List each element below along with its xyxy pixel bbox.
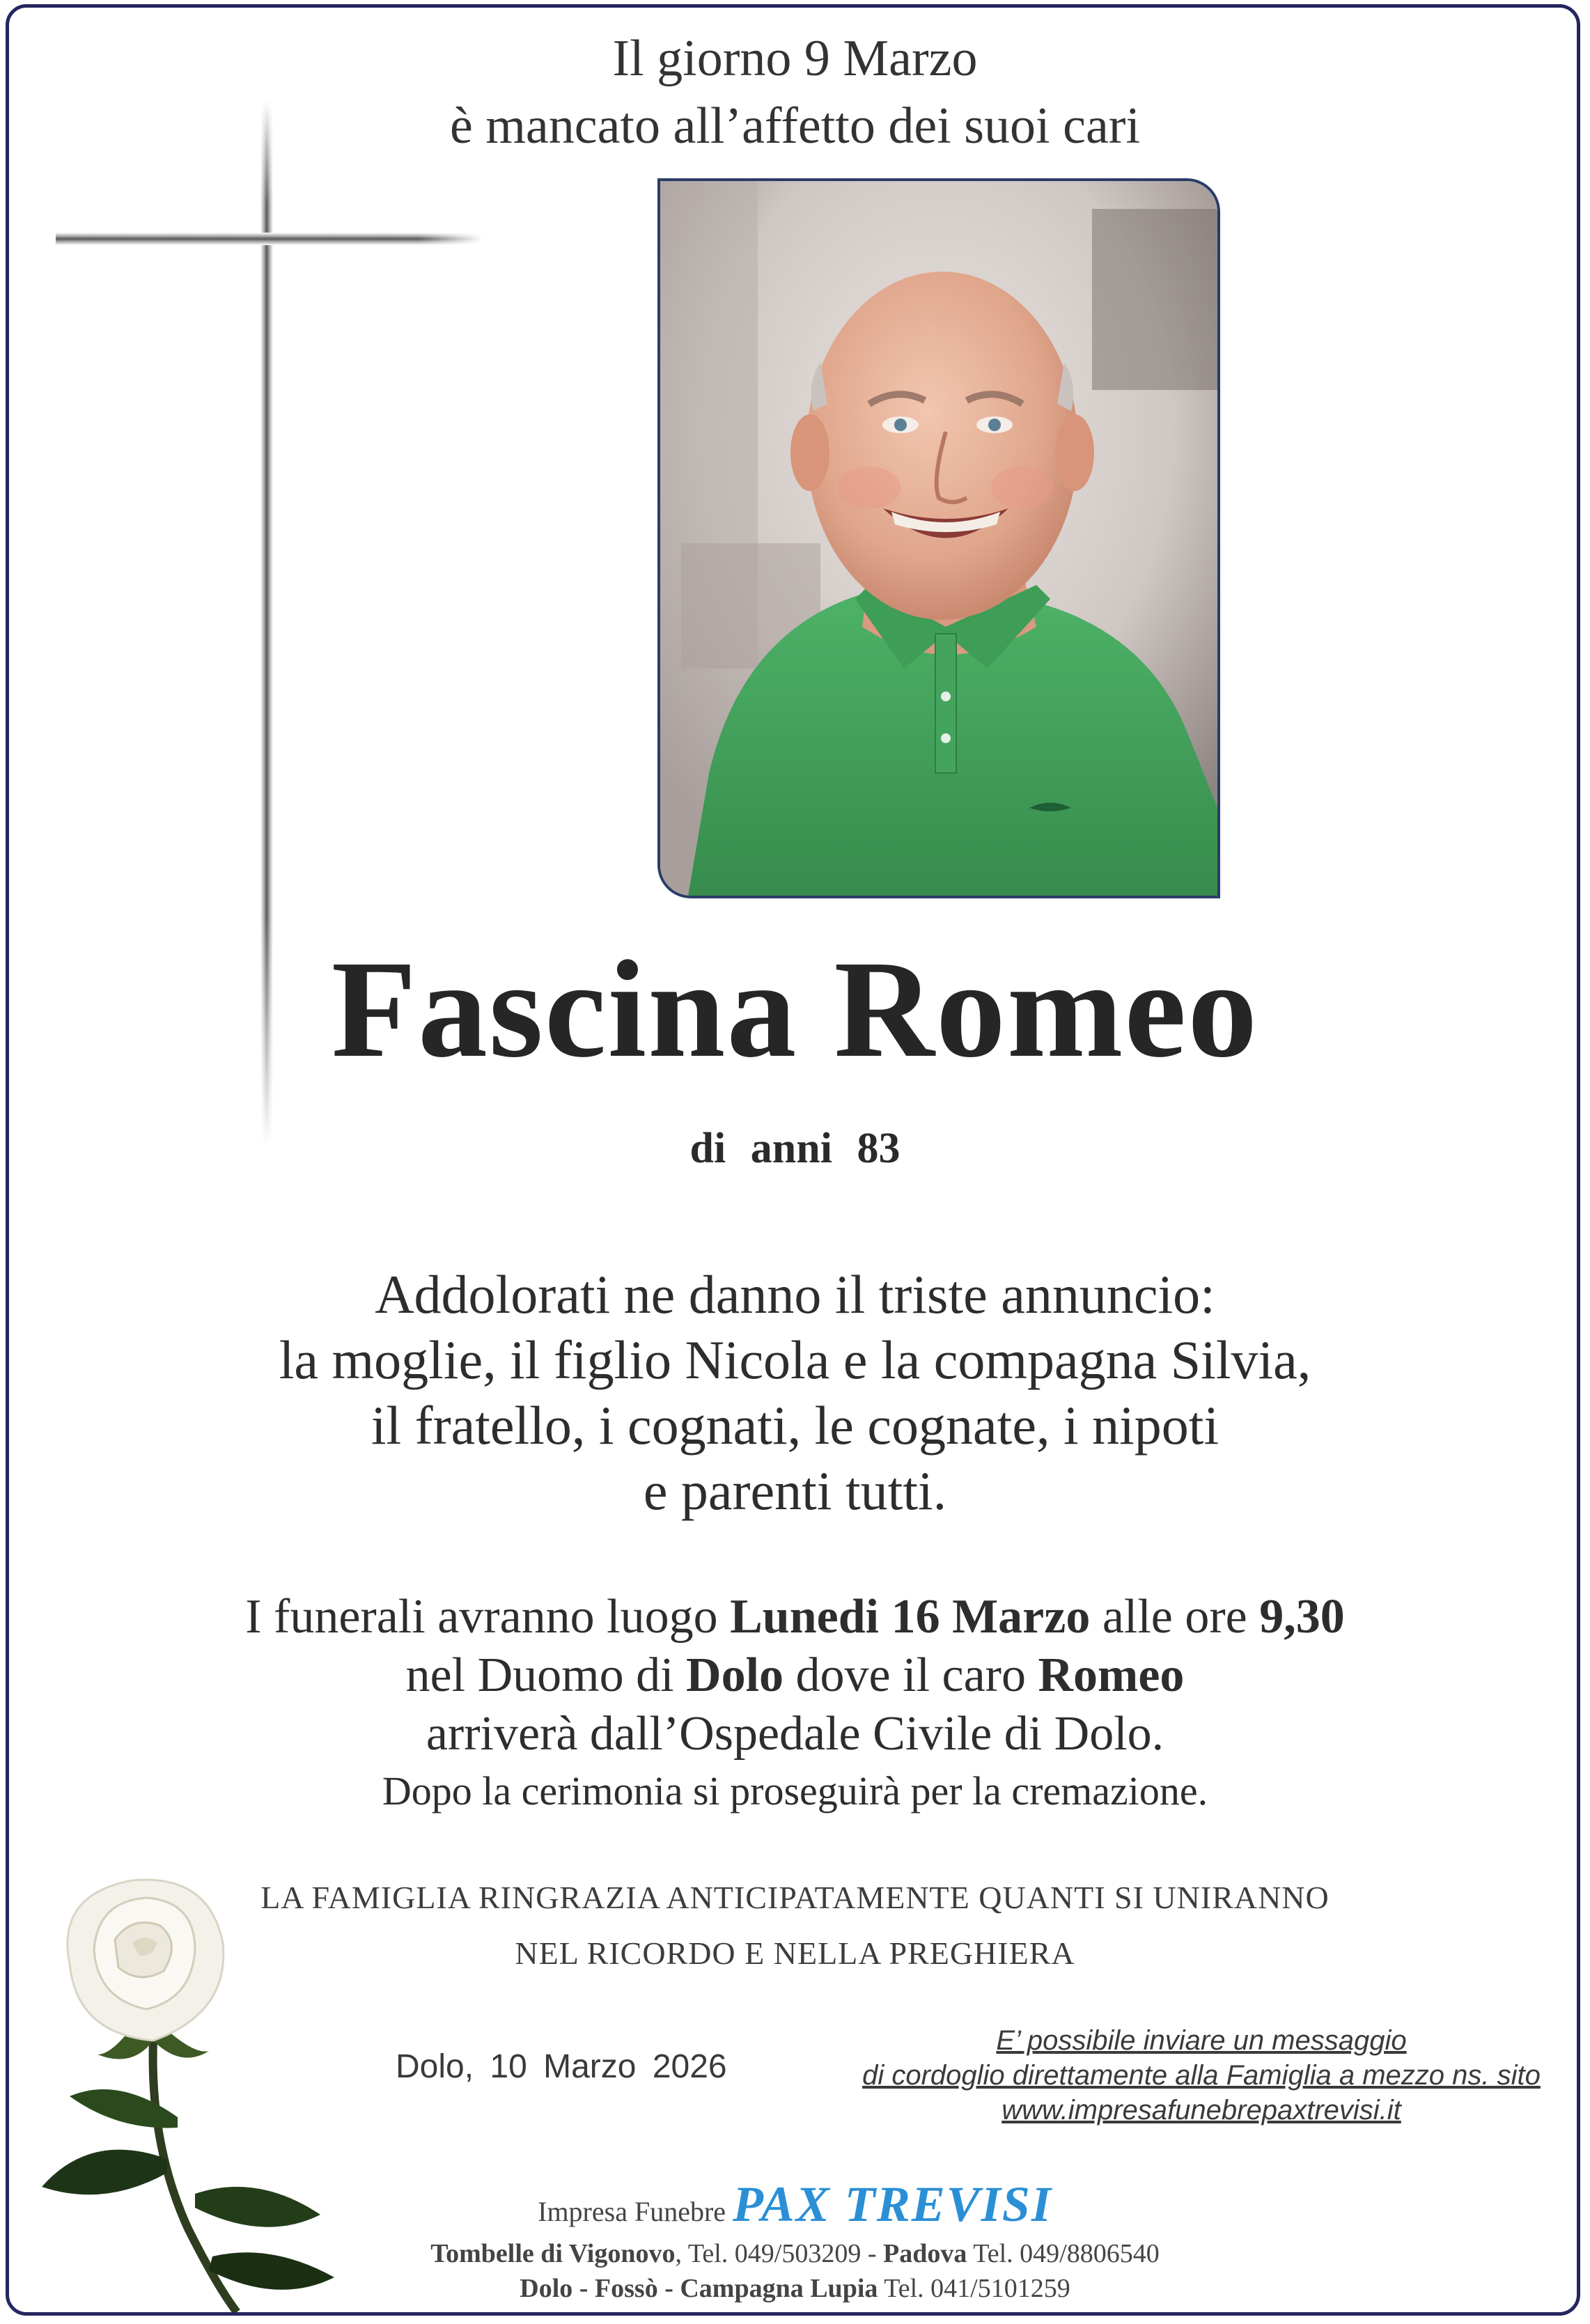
thanks-line-2: NEL RICORDO E NELLA PREGHIERA [515, 1935, 1075, 1971]
date-place: Dolo, 10 Marzo 2026 [396, 2048, 727, 2085]
portrait-illustration [660, 181, 1217, 896]
funeral-text: nel Duomo di [405, 1648, 687, 1702]
funeral-time: 9,30 [1259, 1590, 1345, 1644]
announcement-line-2: la moglie, il figlio Nicola e la compagna Silvia, [279, 1329, 1311, 1390]
footer-prefix: Impresa Funebre [538, 2196, 726, 2227]
funeral-text: dove il caro [784, 1648, 1038, 1702]
funeral-line-3: arriverà dall’Ospedale Civile di Dolo. [426, 1707, 1164, 1761]
intro-line-1: Il giorno 9 Marzo [612, 30, 978, 87]
footer-location: Tombelle di Vigonovo [430, 2239, 676, 2268]
footer-contacts-line-2 [0, 2271, 1590, 2306]
funeral-place: Dolo [686, 1648, 784, 1702]
announcement-text [0, 1262, 1590, 1524]
condolence-message-info [857, 2023, 1546, 2128]
funeral-text: I funerali avranno luogo [245, 1590, 731, 1644]
footer-phone: Tel. 049/8806540 [967, 2239, 1160, 2268]
announcement-line-3: il fratello, i cognati, le cognate, i nipoti [371, 1395, 1219, 1456]
funeral-name: Romeo [1038, 1648, 1185, 1702]
intro-text [0, 25, 1590, 160]
message-line-2: di cordoglio direttamente alla Famiglia a mezzo ns. sito [862, 2060, 1541, 2091]
funeral-details [0, 1588, 1590, 1819]
funeral-line-1 [0, 1588, 1590, 1646]
funeral-date: Lunedi 16 Marzo [730, 1590, 1091, 1644]
intro-line-2: è mancato all’affetto dei suoi cari [449, 98, 1140, 155]
footer-contacts-line-1 [0, 2236, 1590, 2271]
footer-location: Dolo - Fossò - Campagna Lupia [520, 2274, 878, 2303]
funeral-text: alle ore [1090, 1590, 1260, 1644]
announcement-line-4: e parenti tutti. [643, 1460, 947, 1521]
footer-phone: , Tel. 049/503209 - [675, 2239, 884, 2268]
deceased-name: Fascina Romeo [331, 933, 1259, 1086]
funeral-line-4: Dopo la cerimonia si proseguirà per la cremazione. [382, 1768, 1208, 1814]
cross-horizontal-beam [56, 233, 482, 245]
brand-logo: PAX TREVISI [733, 2176, 1052, 2232]
deceased-age: di anni 83 [689, 1125, 901, 1172]
funeral-home-footer [0, 2176, 1590, 2306]
funeral-line-2 [0, 1646, 1590, 1705]
website-link[interactable]: www.impresafunebrepaxtrevisi.it [1001, 2095, 1401, 2126]
footer-location: Padova [883, 2239, 967, 2268]
thanks-line-1: LA FAMIGLIA RINGRAZIA ANTICIPATAMENTE QUANTI SI UNIRANNO [260, 1880, 1330, 1915]
portrait-photo [657, 178, 1220, 898]
announcement-line-1: Addolorati ne danno il triste annuncio: [375, 1264, 1215, 1325]
footer-brand-line [0, 2176, 1590, 2236]
footer-phone: Tel. 041/5101259 [878, 2274, 1070, 2303]
message-line-1: E’ possibile inviare un messaggio [996, 2025, 1407, 2056]
